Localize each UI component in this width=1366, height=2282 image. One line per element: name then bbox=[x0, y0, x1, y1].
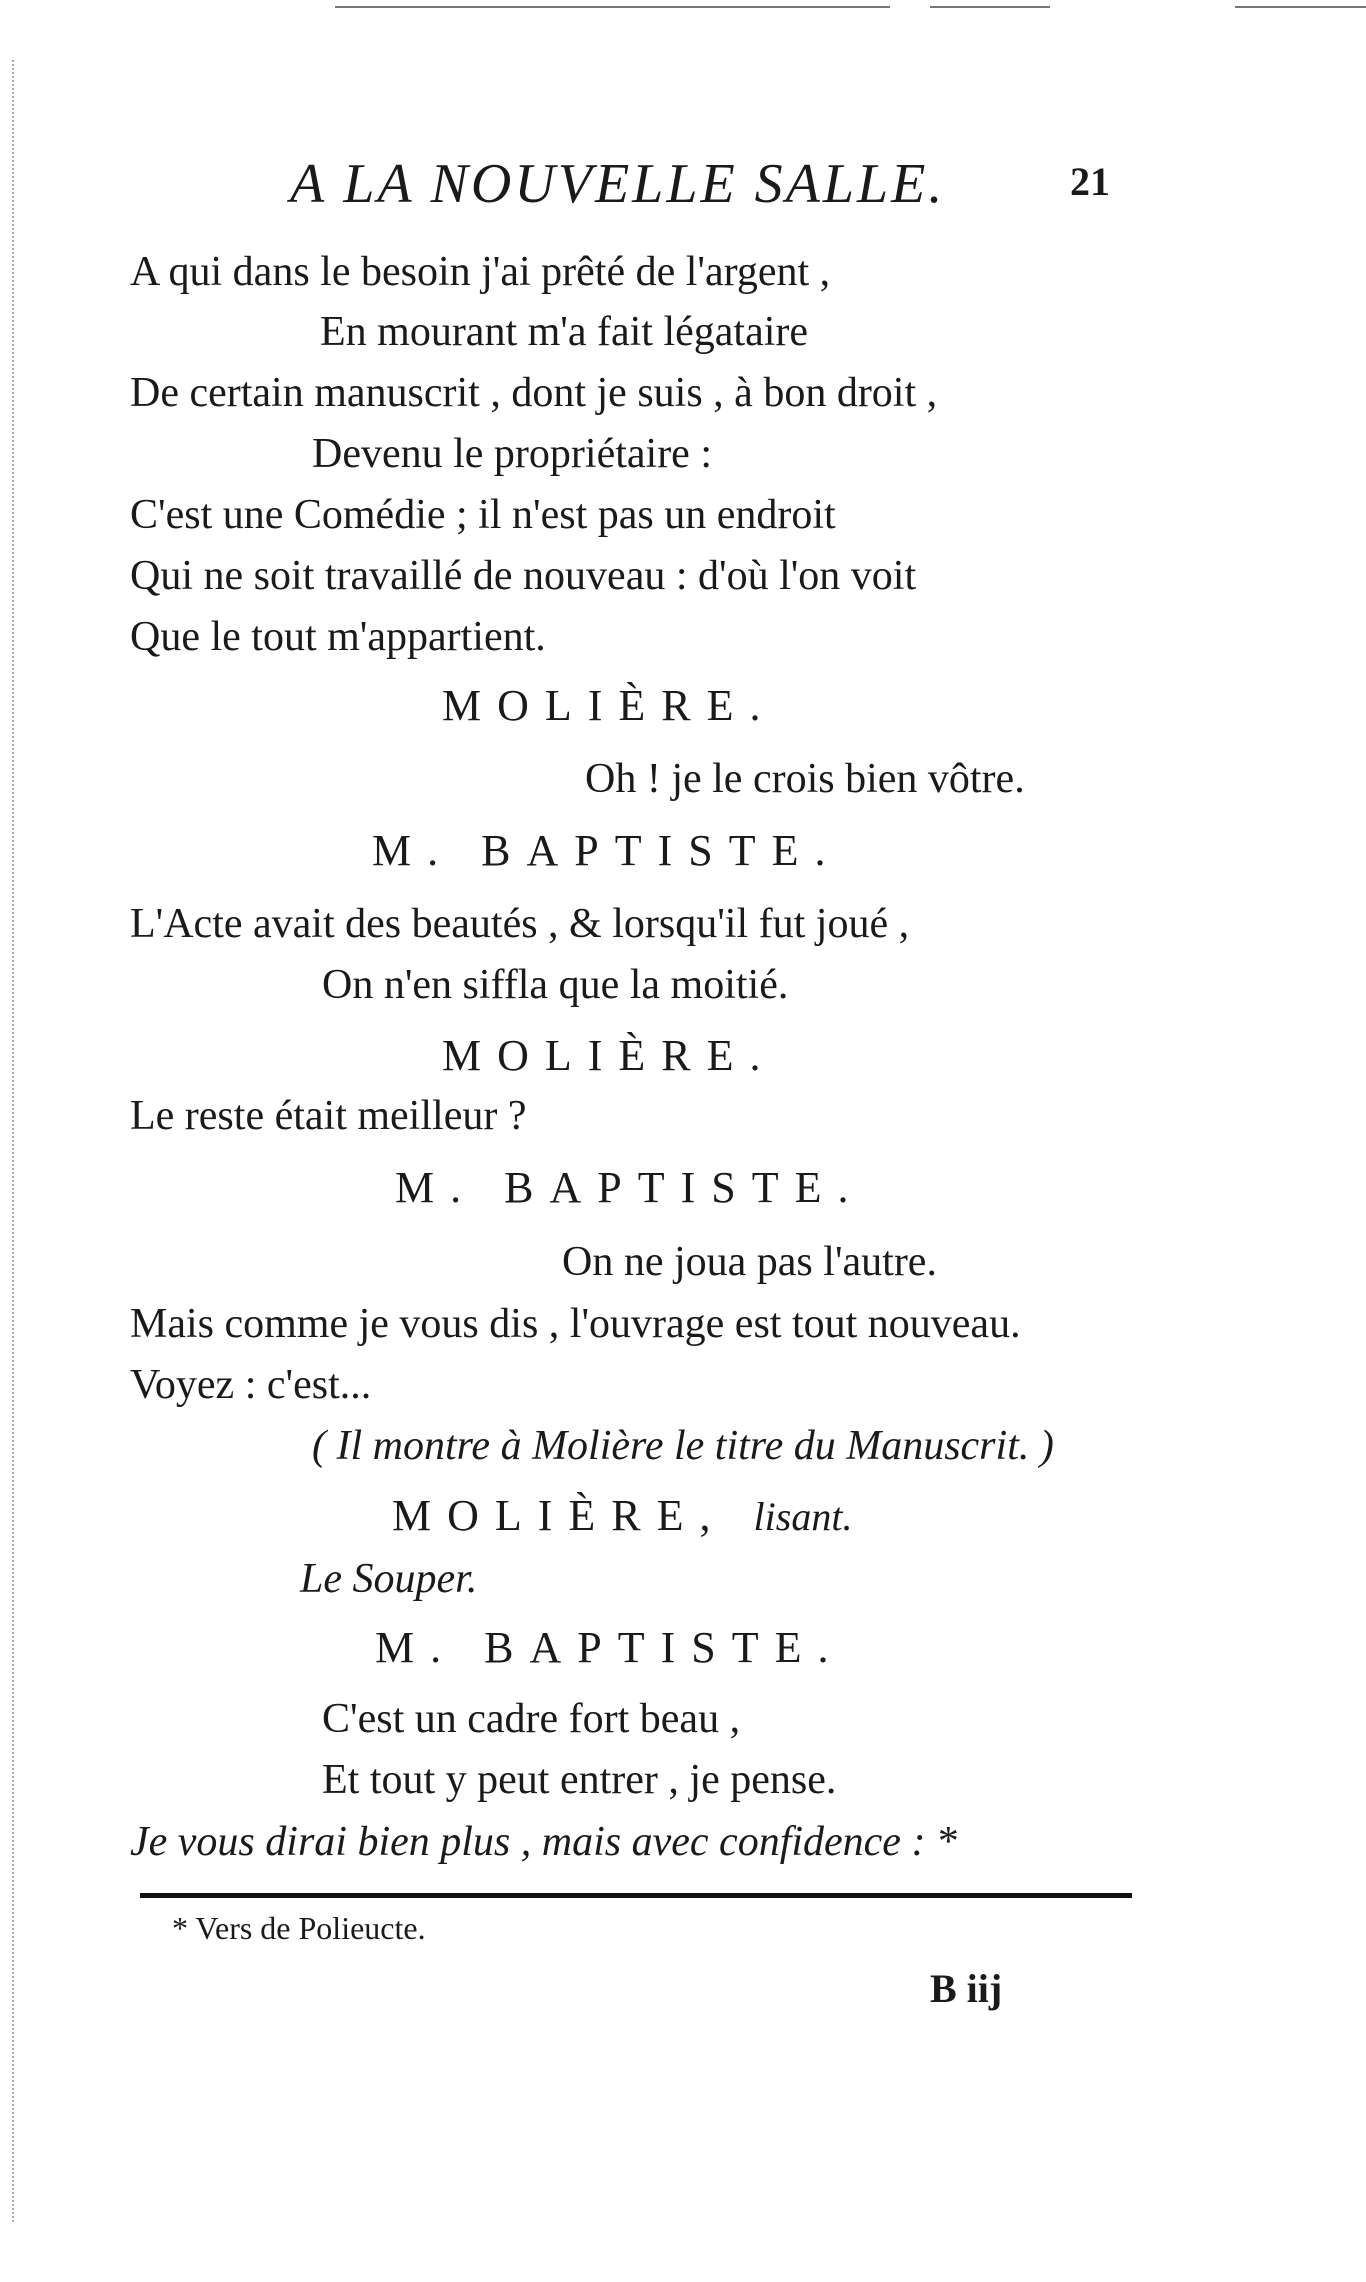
speaker-name: M. BAPTISTE. bbox=[395, 1163, 865, 1212]
verse-line: En mourant m'a fait légataire bbox=[320, 309, 809, 355]
page-number: 21 bbox=[1070, 159, 1110, 204]
verse-line: Devenu le propriétaire : bbox=[312, 431, 712, 477]
speaker-name: M. BAPTISTE. bbox=[372, 826, 842, 875]
verse-line: C'est un cadre fort beau , bbox=[322, 1696, 741, 1742]
verse-line: Le reste était meilleur ? bbox=[130, 1093, 527, 1139]
top-edge-rule-right bbox=[1235, 6, 1366, 8]
verse-line: L'Acte avait des beautés , & lorsqu'il fut joué , bbox=[130, 901, 910, 947]
verse-line: C'est une Comédie ; il n'est pas un endroit bbox=[130, 492, 836, 538]
footnote: * Vers de Polieucte. bbox=[172, 1910, 426, 1946]
speaker-name-text: MOLIÈRE, bbox=[392, 1491, 727, 1540]
speaker-name bbox=[392, 1490, 852, 1541]
verse-line: On ne joua pas l'autre. bbox=[562, 1239, 937, 1285]
verse-line: Oh ! je le crois bien vôtre. bbox=[585, 756, 1025, 802]
verse-line: Mais comme je vous dis , l'ouvrage est tout nouveau. bbox=[130, 1301, 1021, 1347]
speaker-name: MOLIÈRE. bbox=[442, 1031, 777, 1080]
footnote-rule bbox=[140, 1893, 1132, 1898]
speaker-name: MOLIÈRE. bbox=[442, 681, 777, 730]
verse-line: On n'en siffla que la moitié. bbox=[322, 962, 789, 1008]
verse-line: Que le tout m'appartient. bbox=[130, 614, 546, 660]
running-head: A LA NOUVELLE SALLE. bbox=[290, 153, 946, 215]
verse-line: A qui dans le besoin j'ai prêté de l'argent , bbox=[130, 249, 831, 295]
play-title: Le Souper. bbox=[300, 1556, 478, 1602]
verse-line: De certain manuscrit , dont je suis , à bon droit , bbox=[130, 370, 938, 416]
stage-direction: ( Il montre à Molière le titre du Manuscrit. ) bbox=[312, 1423, 1054, 1469]
verse-line: Voyez : c'est... bbox=[130, 1362, 372, 1408]
top-edge-rule bbox=[335, 6, 890, 8]
gutter-shadow bbox=[12, 60, 14, 2222]
verse-line: Qui ne soit travaillé de nouveau : d'où l'on voit bbox=[130, 553, 917, 599]
page-header bbox=[0, 152, 1366, 232]
speaker-name: M. BAPTISTE. bbox=[375, 1623, 845, 1672]
quoted-verse: Je vous dirai bien plus , mais avec confidence : * bbox=[130, 1819, 957, 1865]
verse-line: Et tout y peut entrer , je pense. bbox=[322, 1757, 837, 1803]
signature-mark: B iij bbox=[930, 1966, 1003, 2011]
speaker-qualifier: lisant. bbox=[753, 1494, 853, 1539]
top-edge-rule-short bbox=[930, 6, 1050, 8]
